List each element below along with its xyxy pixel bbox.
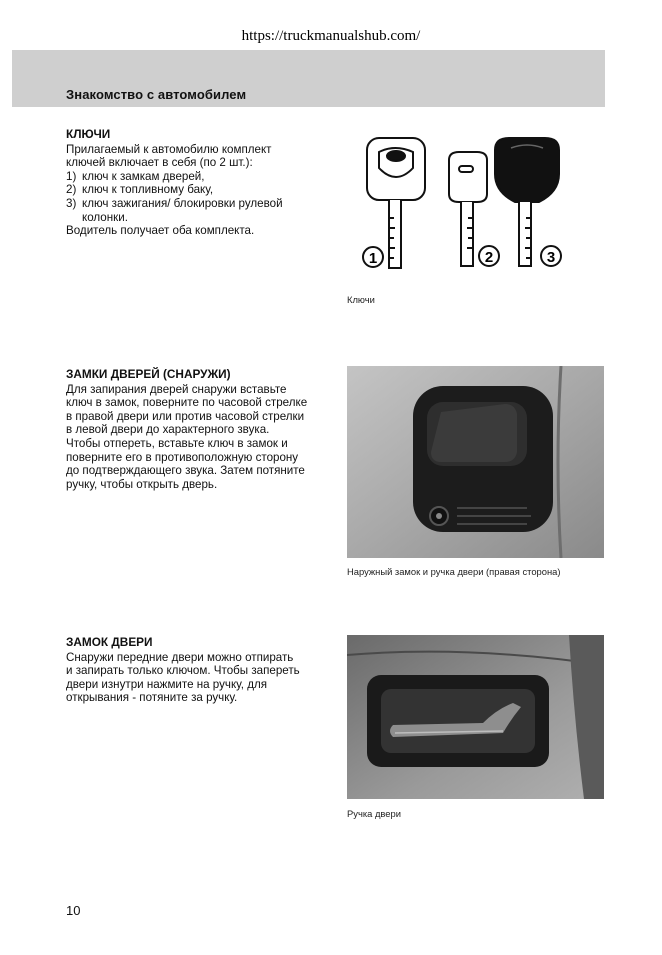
body-line: в правой двери или против часовой стрелки (66, 409, 305, 423)
list-text: ключ к топливному баку, (82, 183, 214, 197)
keys-outro: Водитель получает оба комплекта. (66, 224, 255, 238)
body-line: ручку, чтобы открыть дверь. (66, 477, 218, 491)
key-number-2: 2 (484, 249, 494, 266)
list-text: ключ зажигания/ блокировки рулевой (82, 196, 283, 210)
exterior-handle-caption: Наружный замок и ручка двери (правая сторона) (347, 566, 561, 577)
body-line: в левой двери до характерного звука. (66, 423, 270, 437)
door-locks-text-block (66, 368, 336, 491)
body-line: ключ в замок, поверните по часовой стрелке (66, 396, 308, 410)
door-lock-heading: ЗАМОК ДВЕРИ (66, 635, 153, 649)
body-line: поверните его в противоположную сторону (66, 450, 299, 464)
section-title: Знакомство с автомобилем (66, 87, 247, 102)
list-text: ключ к замкам дверей, (82, 169, 205, 183)
keys-list-item (66, 197, 336, 224)
body-line: и запирать только ключом. Чтобы запереть (66, 664, 300, 678)
body-line: Снаружи передние двери можно отпирать (66, 650, 294, 664)
keys-list-item (66, 170, 336, 184)
exterior-handle-illustration (347, 366, 604, 558)
list-number: 1) (66, 169, 77, 183)
page-number: 10 (66, 903, 81, 918)
keys-illustration (355, 130, 570, 280)
body-line: открывания - потяните за ручку. (66, 691, 238, 705)
keys-figure (355, 130, 570, 280)
door-lock-text-block (66, 636, 336, 705)
keys-list-item (66, 183, 336, 197)
list-text: колонки. (82, 210, 128, 224)
keys-intro-line: Прилагаемый к автомобилю комплект (66, 142, 272, 156)
key-number-1: 1 (368, 250, 378, 267)
interior-handle-illustration (347, 635, 604, 799)
keys-intro-line: ключей включает в себя (по 2 шт.): (66, 156, 253, 170)
body-line: двери изнутри нажмите на ручку, для (66, 677, 268, 691)
list-number: 3) (66, 196, 77, 210)
keys-text-block (66, 128, 336, 238)
interior-handle-caption: Ручка двери (347, 808, 401, 819)
key-number-3: 3 (546, 249, 556, 266)
source-url: https://truckmanualshub.com/ (241, 28, 421, 44)
keys-list (66, 170, 336, 224)
body-line: Для запирания дверей снаружи вставьте (66, 382, 287, 396)
door-locks-heading: ЗАМКИ ДВЕРЕЙ (СНАРУЖИ) (66, 367, 231, 381)
body-line: до подтверждающего звука. Затем потяните (66, 464, 305, 478)
keys-caption: Ключи (347, 294, 375, 305)
interior-handle-photo (347, 635, 604, 799)
keys-heading: КЛЮЧИ (66, 127, 111, 141)
body-line: Чтобы отпереть, вставьте ключ в замок и (66, 436, 288, 450)
list-number: 2) (66, 183, 77, 197)
exterior-handle-photo (347, 366, 604, 558)
